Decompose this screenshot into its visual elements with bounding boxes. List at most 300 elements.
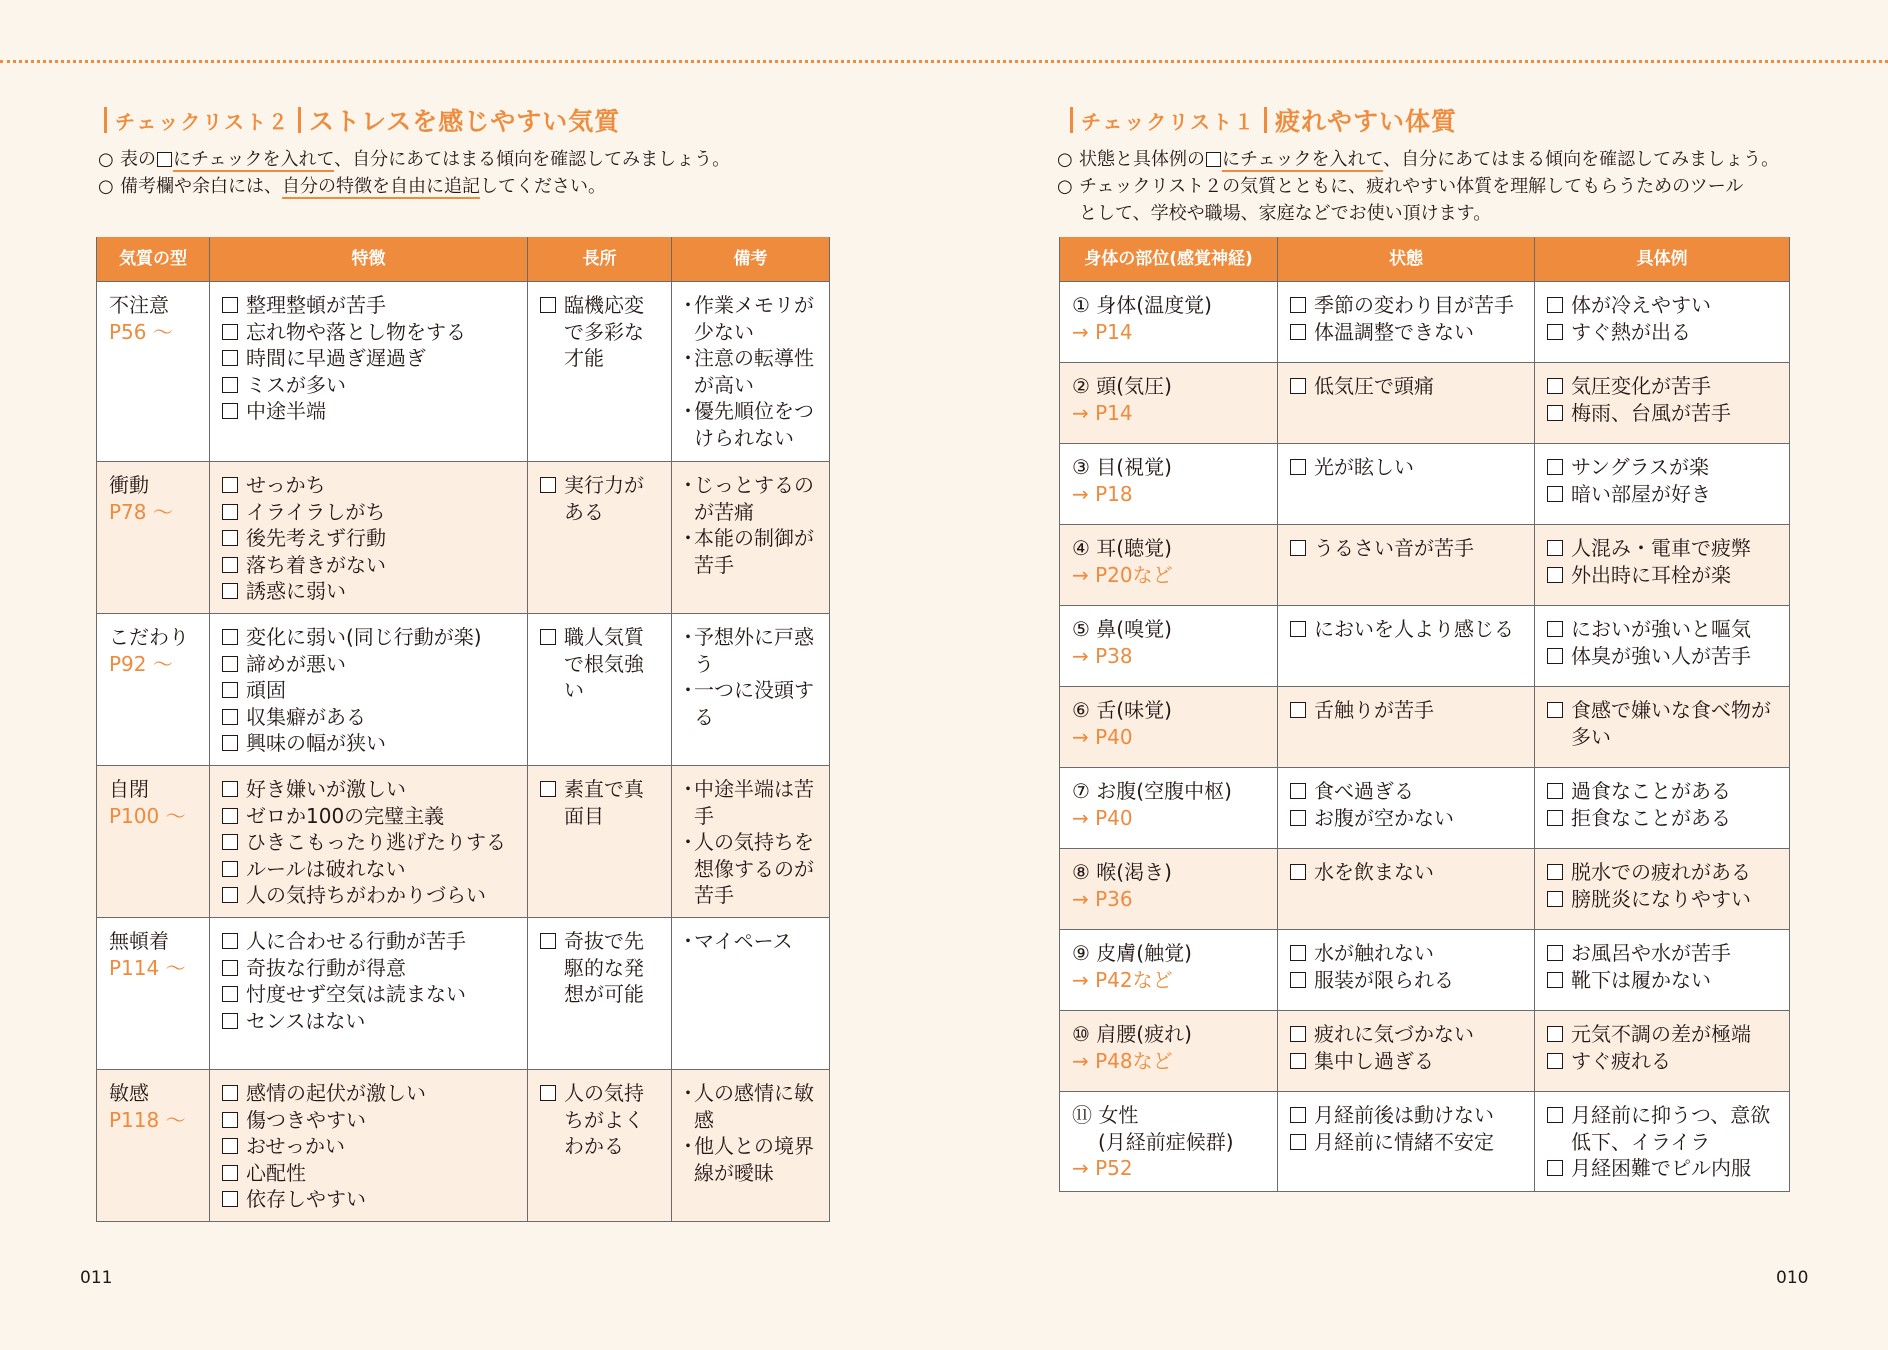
checkbox[interactable] [1547, 643, 1571, 670]
table-row [1060, 363, 1790, 444]
check-item[interactable] [1290, 805, 1524, 832]
check-item[interactable] [222, 776, 517, 803]
state-cell [1278, 768, 1535, 849]
check-item[interactable] [222, 928, 517, 955]
checkbox[interactable] [222, 292, 246, 319]
checkbox[interactable] [1547, 805, 1571, 832]
check-item-label: すぐ疲れる [1571, 1048, 1671, 1073]
check-item[interactable] [1547, 1048, 1779, 1075]
constitution-table [1059, 237, 1790, 1192]
checkbox[interactable] [222, 955, 246, 982]
intro-line [98, 146, 730, 173]
intro-line [98, 173, 730, 200]
checkbox-icon [1547, 378, 1563, 394]
examples-cell [1535, 930, 1790, 1011]
checkbox-icon [222, 297, 238, 313]
note-item [678, 677, 819, 730]
check-item-label: 気圧変化が苦手 [1571, 374, 1711, 398]
check-item[interactable] [222, 345, 517, 372]
checkbox[interactable] [1290, 292, 1314, 319]
check-item-label: 素直で真面目 [564, 777, 644, 828]
note-text: 他人との境界線が曖昧 [694, 1134, 814, 1185]
check-item[interactable] [1547, 697, 1779, 750]
table-row [1060, 525, 1790, 606]
table-row [1060, 606, 1790, 687]
check-item-label: においを人より感じる [1314, 617, 1514, 641]
checkbox-icon [1290, 945, 1306, 961]
check-item-label: 依存しやすい [246, 1187, 366, 1211]
check-item-label: 整理整頓が苦手 [246, 293, 386, 317]
header-examples: 具体例 [1535, 237, 1790, 282]
checkbox[interactable] [1547, 1048, 1571, 1075]
bullet-dot: ・ [678, 625, 698, 649]
check-item-label: 奇抜で先駆的な発想が可能 [564, 929, 644, 1006]
check-item[interactable] [1290, 940, 1524, 967]
bullet-dot: ・ [678, 1081, 698, 1105]
checkbox[interactable] [222, 730, 246, 757]
check-item[interactable] [1547, 859, 1779, 886]
note-item [678, 776, 819, 829]
checkbox[interactable] [222, 319, 246, 346]
check-item[interactable] [222, 1133, 517, 1160]
header-state: 状態 [1278, 237, 1535, 282]
check-item-label: 忖度せず空気は読まない [246, 982, 466, 1006]
checkbox-icon [222, 350, 238, 366]
check-item[interactable] [1290, 859, 1524, 886]
checkbox-icon [1547, 540, 1563, 556]
check-item-label: おせっかい [246, 1134, 345, 1158]
checkbox[interactable] [1547, 400, 1571, 427]
check-item[interactable] [1547, 778, 1779, 805]
checkbox[interactable] [222, 578, 246, 605]
checkbox[interactable] [1547, 454, 1571, 481]
examples-cell [1535, 444, 1790, 525]
checkbox[interactable] [540, 624, 564, 704]
checkbox[interactable] [1547, 481, 1571, 508]
check-item[interactable] [1547, 535, 1779, 562]
check-item[interactable] [540, 472, 661, 525]
check-item[interactable] [1547, 805, 1779, 832]
checkbox[interactable] [222, 372, 246, 399]
intro-text-part: 状態と具体例の [1079, 149, 1205, 170]
checkbox-icon [1290, 1107, 1306, 1123]
note-text: 一つに没頭する [694, 678, 814, 729]
check-item-label: 後先考えず行動 [246, 526, 386, 550]
checkbox-icon [222, 324, 238, 340]
check-item[interactable] [1290, 1129, 1524, 1156]
checkbox-icon [222, 377, 238, 393]
check-item[interactable] [1290, 319, 1524, 346]
check-item[interactable] [540, 928, 661, 1008]
checkbox[interactable] [1290, 1102, 1314, 1129]
checkbox[interactable] [222, 829, 246, 856]
checkbox[interactable] [1547, 859, 1571, 886]
body-part-cell [1060, 525, 1278, 606]
checkbox[interactable] [222, 472, 246, 499]
check-item-label: 実行力がある [564, 473, 644, 524]
check-item[interactable] [1547, 1102, 1779, 1155]
check-item-label: お腹が空かない [1314, 805, 1454, 830]
intro-line-text [1079, 200, 1491, 227]
check-item-label: ルールは破れない [246, 856, 406, 881]
check-item-label: 変化に弱い(同じ行動が楽) [246, 625, 482, 649]
check-item[interactable] [1547, 967, 1779, 994]
checkbox[interactable] [222, 398, 246, 425]
body-part-name: ⑦ お腹(空腹中枢) [1072, 779, 1232, 803]
checkbox-icon [222, 834, 238, 850]
check-item-label: サングラスが楽 [1571, 455, 1709, 479]
check-item[interactable] [1547, 1155, 1779, 1182]
checkbox[interactable] [222, 1107, 246, 1134]
check-item-label: 誘惑に弱い [246, 579, 346, 603]
body-part-name: ⑧ 喉(渇き) [1072, 860, 1172, 884]
checkbox[interactable] [222, 1008, 246, 1035]
checkbox[interactable] [1290, 805, 1314, 832]
table-row [1060, 444, 1790, 525]
page-reference: P114 〜 [109, 955, 186, 980]
check-item[interactable] [540, 776, 661, 829]
checkbox[interactable] [222, 525, 246, 552]
type-name: 敏感 [109, 1081, 149, 1105]
check-item-label: うるさい音が苦手 [1314, 536, 1474, 560]
checkbox[interactable] [222, 1080, 246, 1107]
checkbox-icon [222, 629, 238, 645]
checkbox[interactable] [222, 1133, 246, 1160]
notes-cell [672, 1070, 830, 1222]
page-reference: → P38 [1072, 643, 1133, 668]
check-item[interactable] [1290, 967, 1524, 994]
check-item[interactable] [222, 472, 517, 499]
checkbox-icon [1290, 540, 1306, 556]
check-item[interactable] [1547, 400, 1779, 427]
checkbox[interactable] [1290, 967, 1314, 994]
check-item[interactable] [222, 499, 517, 526]
table-row [97, 1070, 830, 1222]
check-item[interactable] [222, 552, 517, 579]
checkbox[interactable] [1547, 319, 1571, 346]
check-item-label: 過食なことがある [1571, 779, 1731, 803]
type-name: 自閉 [109, 777, 149, 801]
checkbox[interactable] [1547, 886, 1571, 913]
check-item[interactable] [1547, 562, 1779, 589]
check-item[interactable] [222, 856, 517, 883]
check-item[interactable] [540, 1080, 661, 1160]
checkbox[interactable] [540, 776, 564, 829]
checkbox[interactable] [222, 856, 246, 883]
checklist-title: ストレスを感じやすい気質 [309, 107, 621, 136]
checkbox-icon [1547, 1107, 1563, 1123]
bullet-dot: ・ [678, 346, 698, 370]
check-item[interactable] [222, 651, 517, 678]
check-item-label: 落ち着きがない [246, 552, 386, 577]
check-item[interactable] [540, 624, 661, 704]
checkbox[interactable] [1290, 1021, 1314, 1048]
check-item-label: 季節の変わり目が苦手 [1314, 293, 1514, 317]
check-item-label: 人の気持ちがわかりづらい [246, 883, 486, 907]
check-item[interactable] [1290, 292, 1524, 319]
check-item-label: 感情の起伏が激しい [246, 1081, 426, 1105]
check-item[interactable] [222, 292, 517, 319]
check-item[interactable] [222, 1008, 517, 1035]
type-cell [97, 282, 210, 462]
page-reference: P100 〜 [109, 803, 186, 828]
check-item-label: 膀胱炎になりやすい [1571, 886, 1751, 911]
strength-cell [528, 1070, 672, 1222]
check-item[interactable] [222, 319, 517, 346]
checkbox-icon [1547, 621, 1563, 637]
header-features: 特徴 [210, 237, 528, 282]
note-text: 人の感情に敏感 [694, 1081, 814, 1132]
checkbox[interactable] [1547, 778, 1571, 805]
check-item[interactable] [222, 525, 517, 552]
checkbox[interactable] [540, 292, 564, 372]
page-reference: → P40 [1072, 805, 1133, 830]
checkbox[interactable] [540, 928, 564, 1008]
checkbox[interactable] [1290, 535, 1314, 562]
intro-text-part: 、自分にあてはまる傾向を確認してみましょう。 [1383, 149, 1780, 170]
check-item[interactable] [222, 1186, 517, 1213]
checkbox[interactable] [1547, 967, 1571, 994]
check-item-label: お風呂や水が苦手 [1571, 941, 1731, 965]
state-cell [1278, 606, 1535, 687]
checkbox-icon [540, 297, 556, 313]
checkbox-icon [1547, 648, 1563, 664]
checkbox[interactable] [222, 345, 246, 372]
body-part-cell [1060, 849, 1278, 930]
check-item-label: 集中し過ぎる [1314, 1048, 1434, 1073]
checkbox[interactable] [222, 651, 246, 678]
check-item-label: 月経困難でピル内服 [1571, 1156, 1751, 1180]
check-item-label: 人混み・電車で疲弊 [1571, 536, 1751, 560]
check-item-label: 脱水での疲れがある [1571, 860, 1751, 884]
intro-text [1057, 146, 1779, 227]
check-item[interactable] [1547, 886, 1779, 913]
checkbox-icon [1547, 459, 1563, 475]
bullet-dot: ・ [678, 293, 698, 317]
checkbox-icon [1290, 378, 1306, 394]
check-item[interactable] [222, 1107, 517, 1134]
check-item[interactable] [1290, 1048, 1524, 1075]
checkbox[interactable] [1547, 535, 1571, 562]
check-item[interactable] [1290, 616, 1524, 643]
page-reference: → P42など [1072, 967, 1173, 992]
check-item[interactable] [1547, 481, 1779, 508]
checkbox-icon [1290, 783, 1306, 799]
checkbox[interactable] [222, 1186, 246, 1213]
check-item-label: 光が眩しい [1314, 455, 1414, 479]
type-name: こだわり [109, 625, 189, 649]
checkbox[interactable] [1547, 1155, 1571, 1182]
check-item[interactable] [222, 730, 517, 757]
check-item[interactable] [1290, 373, 1524, 400]
checkbox[interactable] [1547, 616, 1571, 643]
checkbox[interactable] [222, 981, 246, 1008]
checkbox[interactable] [1290, 778, 1314, 805]
check-item[interactable] [222, 803, 517, 830]
check-item-label: 収集癖がある [246, 704, 366, 729]
check-item[interactable] [1290, 778, 1524, 805]
checklist-label: チェックリスト２ [115, 109, 290, 134]
check-item[interactable] [1547, 292, 1779, 319]
checkbox[interactable] [222, 1160, 246, 1187]
checkbox-icon [540, 1085, 556, 1101]
checkbox[interactable] [1290, 454, 1314, 481]
examples-cell [1535, 768, 1790, 849]
checkbox-icon [222, 583, 238, 599]
state-cell [1278, 687, 1535, 768]
check-item-label: ゼロか100の完璧主義 [246, 803, 445, 828]
intro-text-part: 表の [120, 149, 156, 170]
check-item[interactable] [222, 677, 517, 704]
checkbox[interactable] [1547, 1102, 1571, 1155]
check-item[interactable] [1290, 454, 1524, 481]
check-item-label: すぐ熱が出る [1571, 319, 1691, 344]
checkbox-icon [1290, 810, 1306, 826]
note-item [678, 624, 819, 677]
checkbox[interactable] [1547, 562, 1571, 589]
checkbox-icon [222, 887, 238, 903]
checkbox[interactable] [222, 499, 246, 526]
checkbox[interactable] [222, 704, 246, 731]
type-cell [97, 766, 210, 918]
check-item-label: 暗い部屋が好き [1571, 481, 1711, 506]
note-item [678, 345, 819, 398]
check-item-label: ミスが多い [246, 372, 346, 397]
checkbox[interactable] [1547, 1021, 1571, 1048]
check-item[interactable] [1547, 373, 1779, 400]
checkbox-icon [1290, 1026, 1306, 1042]
checkbox-icon [1547, 810, 1563, 826]
notes-cell [672, 462, 830, 614]
note-text: 人の気持ちを想像するのが苦手 [694, 830, 814, 907]
checkbox-icon [1547, 972, 1563, 988]
checkbox[interactable] [222, 677, 246, 704]
check-item[interactable] [1290, 1021, 1524, 1048]
check-item[interactable] [222, 882, 517, 909]
checkbox[interactable] [1290, 319, 1314, 346]
checkbox[interactable] [1547, 940, 1571, 967]
check-item-label: ひきこもったり逃げたりする [246, 830, 506, 854]
check-item[interactable] [1290, 535, 1524, 562]
notes-cell [672, 614, 830, 766]
check-item[interactable] [222, 955, 517, 982]
bullet-dot: ・ [678, 929, 698, 953]
bullet-mark [1057, 200, 1079, 227]
checkbox[interactable] [1547, 697, 1571, 750]
check-item[interactable] [1290, 1102, 1524, 1129]
check-item[interactable] [222, 704, 517, 731]
checklist-label: チェックリスト１ [1081, 109, 1256, 134]
note-item [678, 525, 819, 578]
check-item-label: 月経前に情緒不安定 [1314, 1129, 1494, 1154]
checkbox[interactable] [1547, 373, 1571, 400]
check-item[interactable] [1547, 319, 1779, 346]
checkbox[interactable] [1290, 940, 1314, 967]
checkbox[interactable] [222, 803, 246, 830]
check-item[interactable] [222, 1160, 517, 1187]
intro-line [1057, 146, 1779, 173]
check-item-label: 食べ過ぎる [1314, 779, 1414, 803]
checkbox[interactable] [222, 882, 246, 909]
checkbox[interactable] [1290, 859, 1314, 886]
check-item[interactable] [540, 292, 661, 372]
type-cell [97, 462, 210, 614]
checkbox[interactable] [222, 552, 246, 579]
page-reference: → P48など [1072, 1048, 1173, 1073]
check-item-label: 忘れ物や落とし物をする [246, 319, 466, 344]
check-item-label: 職人気質で根気強い [564, 625, 644, 702]
body-part-name: ⑥ 舌(味覚) [1072, 698, 1172, 722]
checkbox[interactable] [222, 624, 246, 651]
check-item[interactable] [222, 398, 517, 425]
body-part-name: ⑨ 皮膚(触覚) [1072, 941, 1192, 965]
check-item-label: 体臭が強い人が苦手 [1571, 643, 1751, 668]
checkbox[interactable] [1290, 1129, 1314, 1156]
checkbox[interactable] [1547, 292, 1571, 319]
check-item[interactable] [222, 578, 517, 605]
check-item-label: 靴下は履かない [1571, 967, 1711, 992]
checkbox[interactable] [222, 776, 246, 803]
checkbox[interactable] [540, 472, 564, 525]
checkbox[interactable] [540, 1080, 564, 1160]
header-body-part: 身体の部位(感覚神経) [1060, 237, 1278, 282]
page-reference: → P20など [1072, 562, 1173, 587]
check-item-label: においが強いと嘔気 [1571, 617, 1751, 641]
check-item-label: 奇抜な行動が得意 [246, 955, 406, 980]
state-cell [1278, 849, 1535, 930]
bullet-mark: ○ [1057, 149, 1073, 170]
check-item-label: 体温調整できない [1314, 319, 1474, 344]
check-item[interactable] [1547, 616, 1779, 643]
table-row [1060, 768, 1790, 849]
check-item-label: 人に合わせる行動が苦手 [246, 929, 466, 953]
check-item[interactable] [1547, 454, 1779, 481]
check-item[interactable] [222, 372, 517, 399]
check-item[interactable] [1290, 697, 1524, 724]
strength-cell [528, 282, 672, 462]
check-item[interactable] [222, 981, 517, 1008]
examples-cell [1535, 687, 1790, 768]
check-item-label: せっかち [246, 473, 326, 497]
checkbox[interactable] [1290, 1048, 1314, 1075]
check-item[interactable] [1547, 940, 1779, 967]
check-item[interactable] [1547, 643, 1779, 670]
intro-line [1057, 200, 1779, 227]
check-item[interactable] [222, 829, 517, 856]
checkbox[interactable] [222, 928, 246, 955]
bullet-dot: ・ [678, 526, 698, 550]
check-item[interactable] [1547, 1021, 1779, 1048]
intro-text-part: として、学校や職場、家庭などでお使い頂けます。 [1079, 203, 1492, 224]
checkbox[interactable] [1290, 373, 1314, 400]
checkbox[interactable] [1290, 697, 1314, 724]
body-part-name: ③ 目(視覚) [1072, 455, 1172, 479]
check-item[interactable] [222, 624, 517, 651]
check-item[interactable] [222, 1080, 517, 1107]
table-row [97, 462, 830, 614]
checkbox-icon [1290, 459, 1306, 475]
right-page [944, 0, 1888, 1350]
checkbox[interactable] [1290, 616, 1314, 643]
checklist-title: 疲れやすい体質 [1275, 107, 1458, 136]
checkbox-icon [1547, 486, 1563, 502]
checkbox-icon [222, 1138, 238, 1154]
checkbox-icon [222, 530, 238, 546]
checkbox-icon [222, 1013, 238, 1029]
page-reference: P56 〜 [109, 319, 173, 344]
checkbox-icon [1547, 567, 1563, 583]
page-reference: → P14 [1072, 319, 1133, 344]
